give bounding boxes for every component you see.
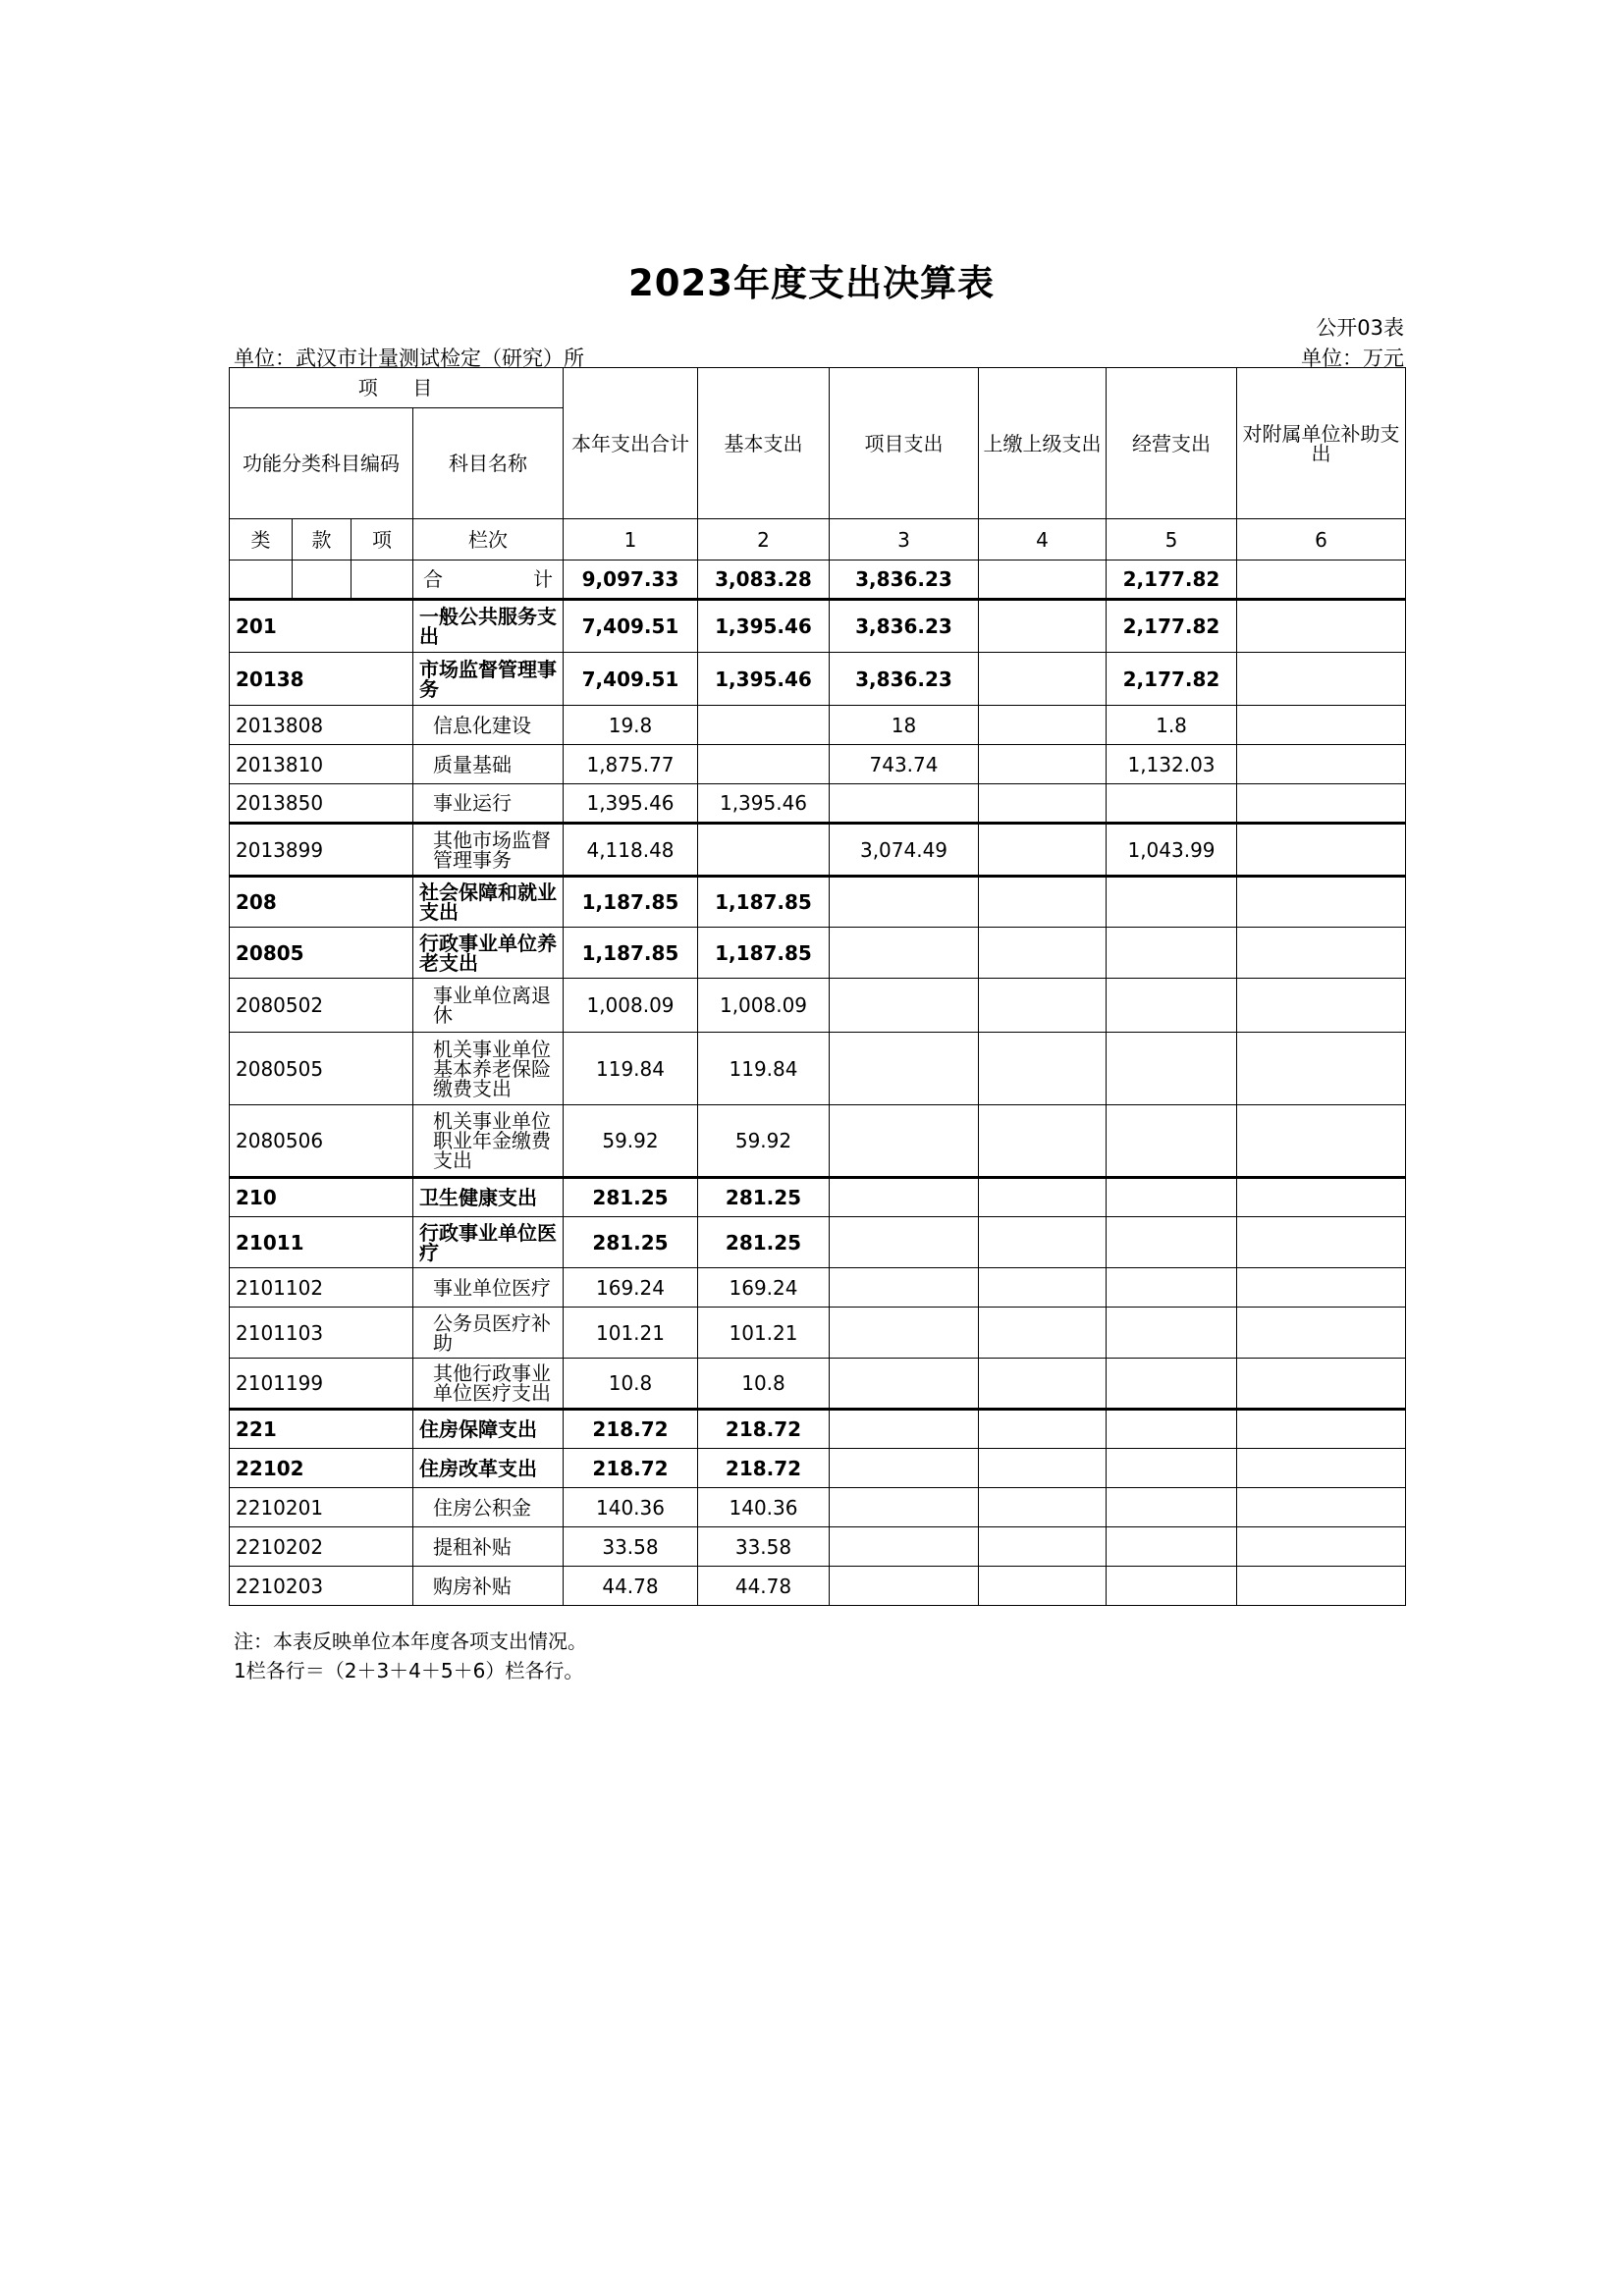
subject-code: 2101199 [230,1359,413,1410]
total-blank-lei [230,561,293,600]
amount-cell [1237,979,1406,1033]
amount-cell [698,824,830,877]
amount-cell [1107,1449,1237,1488]
amount-cell [830,1308,979,1359]
table-row [230,1527,1406,1567]
table-row [230,600,1406,653]
amount-cell: 119.84 [698,1033,830,1105]
amount-cell [830,928,979,979]
amount-cell: 281.25 [698,1178,830,1217]
amount-cell [979,706,1107,745]
amount-cell [979,1033,1107,1105]
form-number: 公开03表 [1316,316,1404,340]
subject-code: 2210201 [230,1488,413,1527]
amount-cell: 2,177.82 [1107,600,1237,653]
col-num-5: 5 [1107,519,1237,561]
subject-code: 2080505 [230,1033,413,1105]
table-row [230,1410,1406,1449]
amount-cell [1107,1178,1237,1217]
amount-cell [1107,1359,1237,1410]
amount-cell: 1,008.09 [698,979,830,1033]
amount-cell [1237,1567,1406,1606]
subject-name: 质量基础 [413,745,564,784]
amount-cell [830,1033,979,1105]
amount-cell: 59.92 [698,1105,830,1178]
amount-cell: 281.25 [564,1178,698,1217]
amount-cell: 3,836.23 [830,600,979,653]
amount-cell [979,653,1107,706]
amount-cell [830,979,979,1033]
subject-name: 市场监督管理事务 [413,653,564,706]
subject-code: 221 [230,1410,413,1449]
subject-name: 住房保障支出 [413,1410,564,1449]
amount-cell: 1,395.46 [698,784,830,824]
amount-cell [979,1567,1107,1606]
col-num-6: 6 [1237,519,1406,561]
amount-cell: 101.21 [698,1308,830,1359]
amount-cell [1107,979,1237,1033]
subject-name: 提租补贴 [413,1527,564,1567]
table-row [230,1308,1406,1359]
subject-code: 22102 [230,1449,413,1488]
subject-name: 住房改革支出 [413,1449,564,1488]
amount-cell [1107,1567,1237,1606]
subject-name: 其他行政事业单位医疗支出 [413,1359,564,1410]
amount-cell [979,1105,1107,1178]
amount-cell [979,784,1107,824]
total-label-right: 计 [533,567,553,591]
subject-code: 2013899 [230,824,413,877]
amount-cell [1107,1033,1237,1105]
total-label-left: 合 [423,567,443,591]
amount-cell [979,1488,1107,1527]
col-num-1: 1 [564,519,698,561]
subject-name: 信息化建设 [413,706,564,745]
amount-cell [979,1268,1107,1308]
amount-cell [1107,928,1237,979]
table-row [230,1449,1406,1488]
expenditure-table [229,367,1406,1606]
amount-cell [979,979,1107,1033]
amount-cell: 1,875.77 [564,745,698,784]
col-num-3: 3 [830,519,979,561]
total-blank-xiang [352,561,413,600]
table-row [230,1567,1406,1606]
amount-cell: 1,008.09 [564,979,698,1033]
currency-unit: 单位：万元 [1301,347,1404,370]
amount-cell [979,824,1107,877]
amount-cell [1107,1488,1237,1527]
amount-cell [1237,745,1406,784]
amount-cell: 33.58 [698,1527,830,1567]
amount-cell [830,1268,979,1308]
amount-cell [1237,1359,1406,1410]
amount-cell [830,1359,979,1410]
amount-cell: 7,409.51 [564,653,698,706]
amount-cell: 59.92 [564,1105,698,1178]
header-kuan: 款 [293,519,352,561]
subject-code: 2080506 [230,1105,413,1178]
amount-cell: 1,187.85 [564,877,698,928]
subject-code: 2210203 [230,1567,413,1606]
table-row [230,928,1406,979]
subject-code: 201 [230,600,413,653]
total-label [413,561,564,600]
total-value [979,561,1107,600]
subject-name: 其他市场监督管理事务 [413,824,564,877]
subject-name: 公务员医疗补助 [413,1308,564,1359]
amount-cell [1107,784,1237,824]
amount-cell: 44.78 [564,1567,698,1606]
amount-cell [979,745,1107,784]
subject-code: 2080502 [230,979,413,1033]
amount-cell [979,1178,1107,1217]
amount-cell [830,1178,979,1217]
subject-name: 行政事业单位养老支出 [413,928,564,979]
amount-cell: 19.8 [564,706,698,745]
amount-cell [1237,653,1406,706]
amount-cell: 10.8 [698,1359,830,1410]
amount-cell: 218.72 [564,1449,698,1488]
col-num-4: 4 [979,519,1107,561]
table-row [230,1033,1406,1105]
amount-cell: 169.24 [564,1268,698,1308]
amount-cell [1107,1527,1237,1567]
note-line: 1栏各行＝（2＋3＋4＋5＋6）栏各行。 [234,1659,584,1682]
amount-cell [1237,1308,1406,1359]
header-func-code: 功能分类科目编码 [230,408,413,519]
reporting-unit: 单位：武汉市计量测试检定（研究）所 [234,347,584,370]
table-row [230,1268,1406,1308]
header-col-4: 上缴上级支出 [979,368,1107,519]
col-num-2: 2 [698,519,830,561]
amount-cell [1237,1527,1406,1567]
page-title: 2023年度支出决算表 [628,262,995,304]
subject-name: 行政事业单位医疗 [413,1217,564,1268]
amount-cell [1107,1217,1237,1268]
table-row [230,979,1406,1033]
amount-cell [830,1567,979,1606]
total-value [1237,561,1406,600]
amount-cell: 18 [830,706,979,745]
amount-cell [1107,1105,1237,1178]
amount-cell: 1,187.85 [698,928,830,979]
amount-cell: 218.72 [698,1410,830,1449]
subject-name: 住房公积金 [413,1488,564,1527]
table-row [230,1488,1406,1527]
amount-cell: 119.84 [564,1033,698,1105]
header-project: 项 目 [230,368,564,408]
table-row [230,1105,1406,1178]
table-row [230,784,1406,824]
amount-cell [830,1217,979,1268]
header-col-2: 基本支出 [698,368,830,519]
subject-code: 2101102 [230,1268,413,1308]
amount-cell [979,928,1107,979]
amount-cell [1237,1105,1406,1178]
amount-cell [979,600,1107,653]
amount-cell [979,1359,1107,1410]
header-lei: 类 [230,519,293,561]
amount-cell [979,1410,1107,1449]
subject-code: 2013808 [230,706,413,745]
subject-name: 事业单位离退休 [413,979,564,1033]
amount-cell [830,1488,979,1527]
amount-cell [1237,1410,1406,1449]
amount-cell: 7,409.51 [564,600,698,653]
amount-cell: 218.72 [698,1449,830,1488]
subject-code: 210 [230,1178,413,1217]
table-row [230,706,1406,745]
amount-cell: 10.8 [564,1359,698,1410]
amount-cell [1237,1449,1406,1488]
amount-cell: 1,043.99 [1107,824,1237,877]
amount-cell: 281.25 [698,1217,830,1268]
table-row [230,1359,1406,1410]
subject-name: 机关事业单位基本养老保险缴费支出 [413,1033,564,1105]
total-value: 9,097.33 [564,561,698,600]
amount-cell [1237,1217,1406,1268]
table-notes [234,1627,587,1685]
amount-cell: 140.36 [564,1488,698,1527]
amount-cell [1237,1268,1406,1308]
header-lanci: 栏次 [413,519,564,561]
header-xiang: 项 [352,519,413,561]
amount-cell [1237,1033,1406,1105]
subject-name: 一般公共服务支出 [413,600,564,653]
amount-cell [830,1449,979,1488]
amount-cell [1107,1308,1237,1359]
amount-cell: 101.21 [564,1308,698,1359]
amount-cell: 281.25 [564,1217,698,1268]
amount-cell: 1,395.46 [698,600,830,653]
amount-cell [1237,784,1406,824]
header-col-3: 项目支出 [830,368,979,519]
amount-cell [979,877,1107,928]
amount-cell: 44.78 [698,1567,830,1606]
total-row [230,561,1406,600]
amount-cell: 1.8 [1107,706,1237,745]
subject-name: 机关事业单位职业年金缴费支出 [413,1105,564,1178]
amount-cell [1237,824,1406,877]
amount-cell: 33.58 [564,1527,698,1567]
subject-code: 20138 [230,653,413,706]
amount-cell [830,877,979,928]
subject-code: 208 [230,877,413,928]
subject-name: 社会保障和就业支出 [413,877,564,928]
subject-code: 21011 [230,1217,413,1268]
header-subject-name: 科目名称 [413,408,564,519]
amount-cell [1237,877,1406,928]
amount-cell: 1,132.03 [1107,745,1237,784]
amount-cell [698,745,830,784]
amount-cell [1107,1268,1237,1308]
subject-name: 事业运行 [413,784,564,824]
table-row [230,745,1406,784]
subject-code: 2013850 [230,784,413,824]
subject-code: 20805 [230,928,413,979]
amount-cell: 3,074.49 [830,824,979,877]
amount-cell [1237,600,1406,653]
amount-cell: 1,395.46 [698,653,830,706]
header-col-1: 本年支出合计 [564,368,698,519]
amount-cell [1237,706,1406,745]
amount-cell [830,784,979,824]
amount-cell: 169.24 [698,1268,830,1308]
amount-cell [830,1527,979,1567]
table-row [230,1217,1406,1268]
subject-name: 购房补贴 [413,1567,564,1606]
amount-cell: 140.36 [698,1488,830,1527]
amount-cell [979,1217,1107,1268]
subject-name: 卫生健康支出 [413,1178,564,1217]
amount-cell: 1,187.85 [698,877,830,928]
amount-cell: 4,118.48 [564,824,698,877]
total-value: 3,083.28 [698,561,830,600]
amount-cell: 2,177.82 [1107,653,1237,706]
subject-code: 2210202 [230,1527,413,1567]
table-row [230,653,1406,706]
table-row [230,824,1406,877]
amount-cell [979,1308,1107,1359]
amount-cell: 1,187.85 [564,928,698,979]
amount-cell: 218.72 [564,1410,698,1449]
amount-cell [1107,1410,1237,1449]
table-row [230,1178,1406,1217]
amount-cell [698,706,830,745]
note-line: 注：本表反映单位本年度各项支出情况。 [234,1629,587,1653]
amount-cell [979,1527,1107,1567]
total-value: 2,177.82 [1107,561,1237,600]
header-col-5: 经营支出 [1107,368,1237,519]
amount-cell [1107,877,1237,928]
total-blank-kuan [293,561,352,600]
amount-cell: 3,836.23 [830,653,979,706]
subject-code: 2013810 [230,745,413,784]
amount-cell [1237,1488,1406,1527]
amount-cell [1237,1178,1406,1217]
amount-cell [830,1410,979,1449]
total-value: 3,836.23 [830,561,979,600]
amount-cell [1237,928,1406,979]
table-row [230,877,1406,928]
amount-cell: 1,395.46 [564,784,698,824]
subject-name: 事业单位医疗 [413,1268,564,1308]
amount-cell [830,1105,979,1178]
subject-code: 2101103 [230,1308,413,1359]
amount-cell [979,1449,1107,1488]
amount-cell: 743.74 [830,745,979,784]
header-col-6: 对附属单位补助支出 [1237,368,1406,519]
